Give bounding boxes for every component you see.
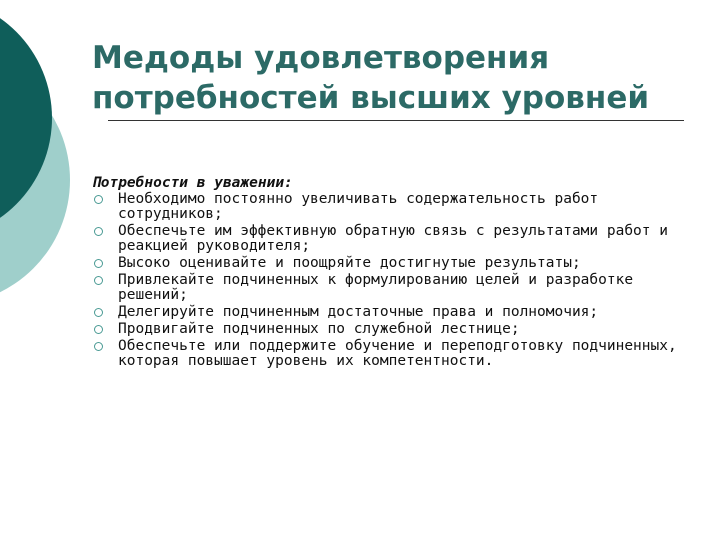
- ring-bullet-icon: [94, 276, 103, 285]
- bullet-list: [92, 192, 692, 369]
- ring-bullet-icon: [94, 195, 103, 204]
- title-line-2: потребностей высших уровней: [92, 80, 650, 116]
- list-item: [92, 192, 692, 222]
- list-item-text: Обеспечьте или поддержите обучение и переподготовку подчиненных, которая повышает уровень их компетентности.: [118, 338, 677, 369]
- list-item: [92, 305, 692, 320]
- slide-body: [92, 176, 692, 371]
- light-teal-circle: [0, 55, 70, 305]
- title-line-1: Медоды удовлетворения: [92, 40, 550, 76]
- list-item-text: Обеспечьте им эффективную обратную связь с результатами работ и реакцией руководителя;: [118, 223, 668, 254]
- list-item: [92, 273, 692, 303]
- list-item: [92, 256, 692, 271]
- ring-bullet-icon: [94, 342, 103, 351]
- dark-teal-circle: [0, 0, 52, 240]
- list-item: [92, 322, 692, 337]
- ring-bullet-icon: [94, 259, 103, 268]
- ring-bullet-icon: [94, 325, 103, 334]
- list-item: [92, 339, 692, 369]
- list-item-text: Продвигайте подчиненных по служебной лестнице;: [118, 321, 520, 337]
- section-heading: Потребности в уважении:: [92, 175, 293, 191]
- list-item-text: Делегируйте подчиненным достаточные права и полномочия;: [118, 304, 599, 320]
- title-underline: [108, 120, 684, 121]
- ring-bullet-icon: [94, 227, 103, 236]
- list-item-text: Высоко оценивайте и поощряйте достигнутые результаты;: [118, 255, 581, 271]
- list-item-text: Привлекайте подчиненных к формулированию целей и разработке решений;: [118, 272, 634, 303]
- list-item-text: Необходимо постоянно увеличивать содержательность работ сотрудников;: [118, 191, 599, 222]
- slide-title: [92, 38, 692, 118]
- list-item: [92, 224, 692, 254]
- ring-bullet-icon: [94, 308, 103, 317]
